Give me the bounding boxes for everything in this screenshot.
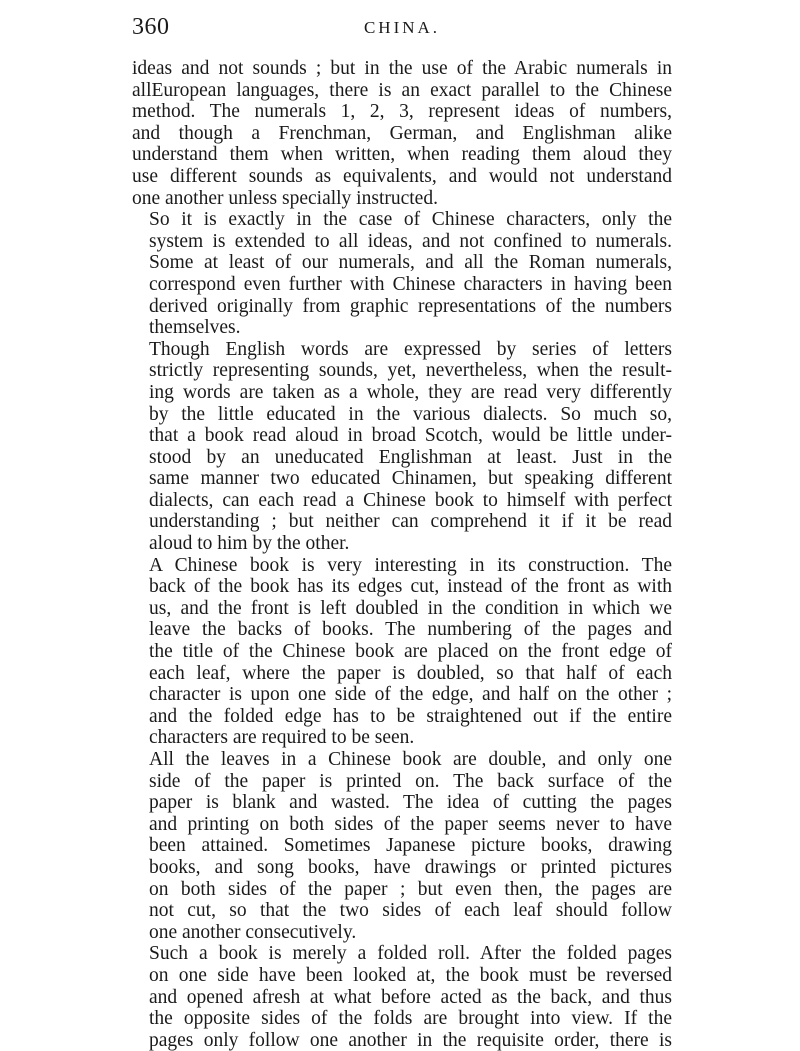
paragraph — [132, 209, 672, 339]
running-head — [132, 14, 672, 44]
text-line: Though English words are expressed by series of letters — [149, 338, 672, 360]
page-number: 360 — [132, 14, 170, 40]
text-line: the title of the Chinese book are placed on the front edge of — [149, 641, 672, 663]
text-line: ing words are taken as a whole, they are read very differently — [149, 381, 672, 403]
text-line: each leaf, where the paper is doubled, so that half of each — [149, 662, 672, 684]
text-line: Such a book is merely a folded roll. After the folded pages — [149, 943, 672, 965]
text-line: strictly representing sounds, yet, nevertheless, when the result- — [149, 360, 672, 382]
text-line: one another consecutively. — [149, 921, 357, 943]
paragraph — [132, 339, 672, 555]
running-title: CHINA. — [363, 18, 441, 37]
text-line: side of the paper is printed on. The back surface of the — [149, 770, 672, 792]
text-line: pages only follow one another in the requisite order, there is — [149, 1029, 672, 1051]
text-line: So it is exactly in the case of Chinese characters, only the — [149, 209, 672, 231]
text-line: use different sounds as equivalents, and would not understand — [132, 165, 672, 187]
text-line: themselves. — [149, 317, 241, 339]
text-line: back of the book has its edges cut, instead of the front as with — [149, 576, 672, 598]
text-line: the opposite sides of the folds are brought into view. If the — [149, 1008, 672, 1030]
text-line: stood by an uneducated Englishman at least. Just in the — [149, 446, 672, 468]
text-line: All the leaves in a Chinese book are double, and only one — [149, 749, 672, 770]
text-line: one another unless specially instructed. — [132, 187, 438, 209]
text-line: and though a Frenchman, German, and Englishman alike — [132, 122, 672, 144]
text-line: system is extended to all ideas, and not confined to numerals. — [149, 230, 672, 252]
text-line: by the little educated in the various dialects. So much so, — [149, 403, 672, 425]
text-line: dialects, can each read a Chinese book to himself with perfect — [149, 489, 672, 511]
text-line: characters are required to be seen. — [149, 727, 415, 749]
text-line: and the folded edge has to be straightened out if the entire — [149, 705, 672, 727]
text-line: that a book read aloud in broad Scotch, would be little under- — [149, 425, 672, 447]
text-line: ideas and not sounds ; but in the use of the Arabic numerals in — [132, 58, 672, 79]
text-line: character is upon one side of the edge, and half on the other ; — [149, 684, 672, 706]
text-line: A Chinese book is very interesting in its construction. The — [149, 554, 672, 576]
text-line: same manner two educated Chinamen, but speaking different — [149, 468, 672, 490]
text-line: us, and the front is left doubled in the condition in which we — [149, 597, 672, 619]
text-line: and opened afresh at what before acted as the back, and thus — [149, 986, 672, 1008]
text-line: leave the backs of books. The numbering of the pages and — [149, 619, 672, 641]
text-line: and printing on both sides of the paper seems never to have — [149, 813, 672, 835]
text-line: derived originally from graphic representations of the numbers — [149, 295, 672, 317]
text-line: aloud to him by the other. — [149, 533, 350, 555]
text-line: correspond even further with Chinese characters in having been — [149, 273, 672, 295]
paragraph — [132, 58, 672, 209]
paragraph — [132, 749, 672, 943]
text-line: allEuropean languages, there is an exact parallel to the Chinese — [132, 79, 672, 101]
text-line: Some at least of our numerals, and all the Roman numerals, — [149, 252, 672, 274]
text-line: method. The numerals 1, 2, 3, represent ideas of numbers, — [132, 101, 672, 123]
text-line: on both sides of the paper ; but even then, the pages are — [149, 878, 672, 900]
paragraph — [132, 555, 672, 749]
text-line: been attained. Sometimes Japanese picture books, drawing — [149, 835, 672, 857]
body-text — [132, 58, 672, 1051]
text-line: on one side have been looked at, the book must be reversed — [149, 964, 672, 986]
text-line: books, and song books, have drawings or printed pictures — [149, 856, 672, 878]
paragraph — [132, 943, 672, 1051]
text-line: not cut, so that the two sides of each leaf should follow — [149, 900, 672, 922]
text-line: understanding ; but neither can comprehend it if it be read — [149, 511, 672, 533]
text-line: understand them when written, when reading them aloud they — [132, 144, 672, 166]
text-line: paper is blank and wasted. The idea of cutting the pages — [149, 792, 672, 814]
